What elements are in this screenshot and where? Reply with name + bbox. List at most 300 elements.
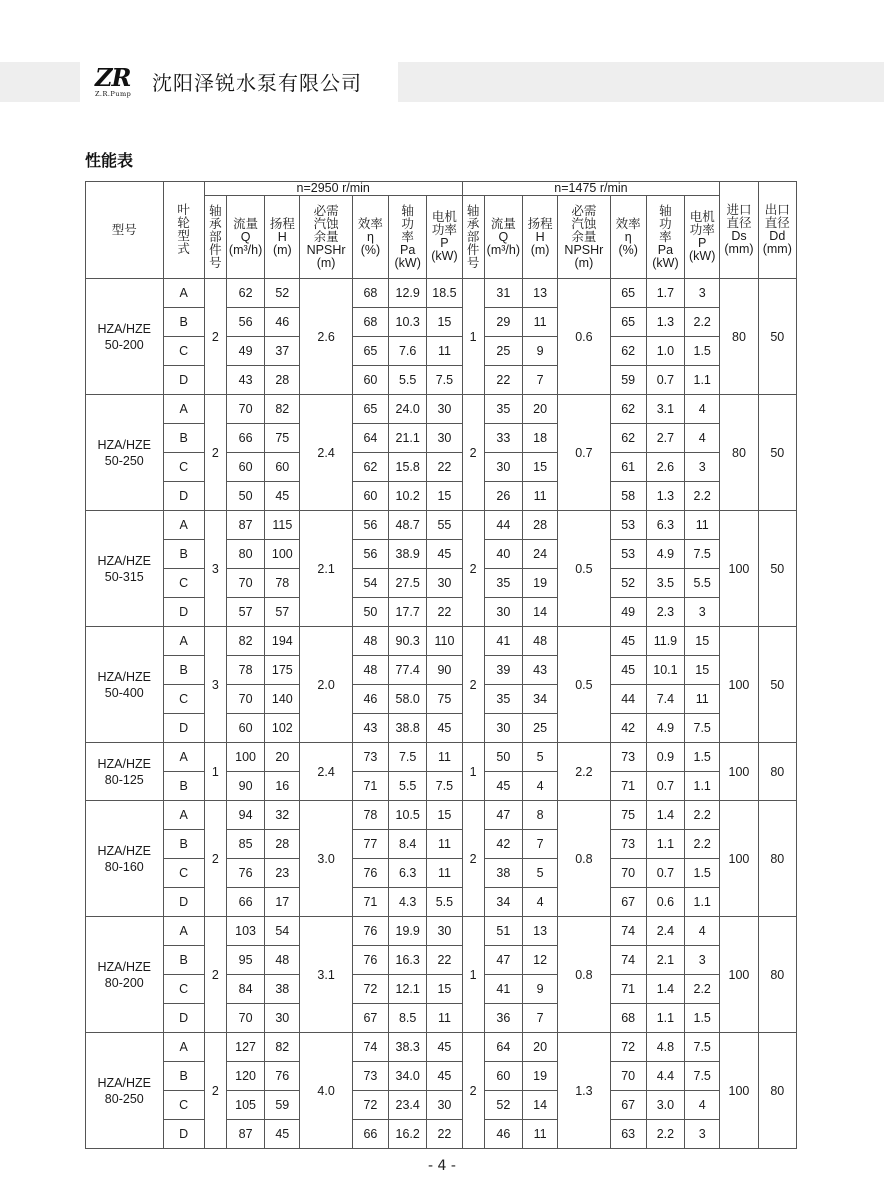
bearing-high-cell: 3 (204, 627, 226, 743)
head-low-cell: 43 (522, 656, 557, 685)
motor-power-high-cell: 45 (427, 714, 462, 743)
impeller-type-cell: A (163, 627, 204, 656)
impeller-type-cell: A (163, 743, 204, 772)
flow-high-cell: 85 (226, 830, 264, 859)
flow-low-cell: 22 (484, 366, 522, 395)
motor-power-high-cell: 45 (427, 1062, 462, 1091)
head-high-cell: 76 (265, 1062, 300, 1091)
model-cell: HZA/HZE 50-400 (86, 627, 164, 743)
model-cell: HZA/HZE 80-200 (86, 917, 164, 1033)
efficiency-low-cell: 71 (610, 975, 646, 1004)
table-row (86, 627, 797, 656)
header-npshr: 必需 汽蚀 余量 NPSHr (m) (300, 196, 352, 279)
efficiency-high-cell: 43 (352, 714, 388, 743)
npsh-low-cell: 0.5 (558, 511, 610, 627)
table-row (86, 685, 797, 714)
motor-power-high-cell: 30 (427, 395, 462, 424)
outlet-diameter-cell: 50 (758, 627, 796, 743)
efficiency-high-cell: 73 (352, 743, 388, 772)
motor-power-high-cell: 30 (427, 917, 462, 946)
head-high-cell: 59 (265, 1091, 300, 1120)
flow-low-cell: 34 (484, 888, 522, 917)
motor-power-high-cell: 11 (427, 830, 462, 859)
motor-power-low-cell: 15 (685, 656, 720, 685)
performance-table (85, 181, 797, 1149)
flow-high-cell: 100 (226, 743, 264, 772)
table-row (86, 975, 797, 1004)
motor-power-low-cell: 3 (685, 279, 720, 308)
efficiency-low-cell: 73 (610, 743, 646, 772)
outlet-diameter-cell: 50 (758, 395, 796, 511)
table-row (86, 1091, 797, 1120)
impeller-type-cell: C (163, 453, 204, 482)
motor-power-low-cell: 2.2 (685, 308, 720, 337)
motor-power-high-cell: 30 (427, 424, 462, 453)
head-high-cell: 194 (265, 627, 300, 656)
flow-high-cell: 60 (226, 714, 264, 743)
shaft-power-low-cell: 1.4 (646, 801, 684, 830)
head-high-cell: 48 (265, 946, 300, 975)
logo-mark: ZR (95, 63, 131, 92)
motor-power-low-cell: 4 (685, 1091, 720, 1120)
head-low-cell: 8 (522, 801, 557, 830)
efficiency-low-cell: 45 (610, 627, 646, 656)
head-high-cell: 54 (265, 917, 300, 946)
motor-power-high-cell: 22 (427, 453, 462, 482)
efficiency-low-cell: 62 (610, 424, 646, 453)
bearing-high-cell: 2 (204, 917, 226, 1033)
motor-power-high-cell: 7.5 (427, 772, 462, 801)
motor-power-low-cell: 2.2 (685, 830, 720, 859)
efficiency-low-cell: 62 (610, 337, 646, 366)
efficiency-low-cell: 62 (610, 395, 646, 424)
efficiency-low-cell: 49 (610, 598, 646, 627)
npsh-high-cell: 4.0 (300, 1033, 352, 1149)
table-row (86, 424, 797, 453)
motor-power-high-cell: 45 (427, 1033, 462, 1062)
motor-power-low-cell: 7.5 (685, 540, 720, 569)
shaft-power-low-cell: 2.7 (646, 424, 684, 453)
flow-low-cell: 47 (484, 801, 522, 830)
flow-high-cell: 95 (226, 946, 264, 975)
shaft-power-high-cell: 6.3 (389, 859, 427, 888)
shaft-power-low-cell: 1.1 (646, 1004, 684, 1033)
shaft-power-low-cell: 2.6 (646, 453, 684, 482)
shaft-power-low-cell: 0.9 (646, 743, 684, 772)
logo-subtitle: Z.R.Pump (95, 90, 132, 98)
impeller-type-cell: D (163, 366, 204, 395)
table-row (86, 772, 797, 801)
header-efficiency: 效率 η (%) (610, 196, 646, 279)
table-row (86, 598, 797, 627)
shaft-power-low-cell: 4.4 (646, 1062, 684, 1091)
efficiency-low-cell: 59 (610, 366, 646, 395)
impeller-type-cell: A (163, 1033, 204, 1062)
head-high-cell: 20 (265, 743, 300, 772)
motor-power-low-cell: 15 (685, 627, 720, 656)
head-low-cell: 20 (522, 1033, 557, 1062)
flow-low-cell: 60 (484, 1062, 522, 1091)
bearing-low-cell: 2 (462, 801, 484, 917)
efficiency-high-cell: 48 (352, 627, 388, 656)
efficiency-low-cell: 71 (610, 772, 646, 801)
motor-power-low-cell: 1.5 (685, 743, 720, 772)
inlet-diameter-cell: 100 (720, 917, 758, 1033)
efficiency-high-cell: 62 (352, 453, 388, 482)
efficiency-high-cell: 67 (352, 1004, 388, 1033)
efficiency-low-cell: 70 (610, 1062, 646, 1091)
head-low-cell: 5 (522, 859, 557, 888)
npsh-low-cell: 1.3 (558, 1033, 610, 1149)
shaft-power-high-cell: 23.4 (389, 1091, 427, 1120)
motor-power-high-cell: 22 (427, 598, 462, 627)
flow-high-cell: 70 (226, 569, 264, 598)
header-efficiency: 效率 η (%) (352, 196, 388, 279)
header-flow: 流量 Q (m³/h) (484, 196, 522, 279)
efficiency-high-cell: 68 (352, 308, 388, 337)
outlet-diameter-cell: 50 (758, 279, 796, 395)
head-low-cell: 13 (522, 917, 557, 946)
table-row (86, 946, 797, 975)
motor-power-low-cell: 3 (685, 1120, 720, 1149)
header-motor-power: 电机 功率 P (kW) (427, 196, 462, 279)
flow-high-cell: 84 (226, 975, 264, 1004)
flow-low-cell: 39 (484, 656, 522, 685)
efficiency-low-cell: 75 (610, 801, 646, 830)
impeller-type-cell: A (163, 279, 204, 308)
head-high-cell: 28 (265, 366, 300, 395)
head-high-cell: 17 (265, 888, 300, 917)
npsh-low-cell: 0.8 (558, 801, 610, 917)
shaft-power-high-cell: 38.9 (389, 540, 427, 569)
impeller-type-cell: C (163, 1091, 204, 1120)
performance-table-body (86, 279, 797, 1149)
motor-power-low-cell: 5.5 (685, 569, 720, 598)
impeller-type-cell: B (163, 772, 204, 801)
efficiency-low-cell: 65 (610, 308, 646, 337)
shaft-power-high-cell: 38.8 (389, 714, 427, 743)
efficiency-low-cell: 53 (610, 540, 646, 569)
table-row (86, 279, 797, 308)
efficiency-high-cell: 76 (352, 946, 388, 975)
head-high-cell: 52 (265, 279, 300, 308)
flow-low-cell: 35 (484, 569, 522, 598)
efficiency-low-cell: 74 (610, 917, 646, 946)
table-row (86, 801, 797, 830)
table-row (86, 1004, 797, 1033)
inlet-diameter-cell: 80 (720, 395, 758, 511)
flow-low-cell: 50 (484, 743, 522, 772)
motor-power-low-cell: 1.5 (685, 1004, 720, 1033)
efficiency-high-cell: 72 (352, 975, 388, 1004)
motor-power-high-cell: 15 (427, 308, 462, 337)
table-row (86, 453, 797, 482)
motor-power-high-cell: 45 (427, 540, 462, 569)
head-low-cell: 11 (522, 308, 557, 337)
header-bearing-no: 轴 承 部 件 号 (462, 196, 484, 279)
table-row (86, 714, 797, 743)
model-cell: HZA/HZE 50-250 (86, 395, 164, 511)
impeller-type-cell: B (163, 830, 204, 859)
impeller-type-cell: C (163, 859, 204, 888)
bearing-high-cell: 2 (204, 395, 226, 511)
header-speed-1475: n=1475 r/min (462, 182, 720, 196)
bearing-low-cell: 2 (462, 395, 484, 511)
shaft-power-low-cell: 3.5 (646, 569, 684, 598)
efficiency-low-cell: 73 (610, 830, 646, 859)
flow-low-cell: 30 (484, 598, 522, 627)
shaft-power-low-cell: 3.1 (646, 395, 684, 424)
head-low-cell: 14 (522, 598, 557, 627)
inlet-diameter-cell: 100 (720, 627, 758, 743)
flow-high-cell: 78 (226, 656, 264, 685)
efficiency-low-cell: 67 (610, 888, 646, 917)
motor-power-high-cell: 15 (427, 482, 462, 511)
flow-low-cell: 33 (484, 424, 522, 453)
flow-high-cell: 120 (226, 1062, 264, 1091)
impeller-type-cell: C (163, 685, 204, 714)
table-row (86, 888, 797, 917)
head-high-cell: 57 (265, 598, 300, 627)
flow-high-cell: 82 (226, 627, 264, 656)
flow-high-cell: 90 (226, 772, 264, 801)
outlet-diameter-cell: 80 (758, 801, 796, 917)
head-low-cell: 28 (522, 511, 557, 540)
flow-high-cell: 80 (226, 540, 264, 569)
header-shaft-power: 轴 功 率 Pa (kW) (389, 196, 427, 279)
page-number: - 4 - (428, 1158, 456, 1174)
table-row (86, 337, 797, 366)
shaft-power-high-cell: 7.6 (389, 337, 427, 366)
motor-power-high-cell: 11 (427, 337, 462, 366)
bearing-high-cell: 2 (204, 279, 226, 395)
header-bearing-no: 轴 承 部 件 号 (204, 196, 226, 279)
motor-power-high-cell: 30 (427, 569, 462, 598)
bearing-high-cell: 1 (204, 743, 226, 801)
shaft-power-low-cell: 2.2 (646, 1120, 684, 1149)
motor-power-high-cell: 110 (427, 627, 462, 656)
impeller-type-cell: D (163, 482, 204, 511)
table-row (86, 656, 797, 685)
efficiency-high-cell: 66 (352, 1120, 388, 1149)
header-inlet-diameter: 进口 直径 Ds (mm) (720, 182, 758, 279)
motor-power-high-cell: 11 (427, 743, 462, 772)
npsh-low-cell: 0.8 (558, 917, 610, 1033)
npsh-high-cell: 2.1 (300, 511, 352, 627)
company-name: 沈阳泽锐水泵有限公司 (152, 71, 362, 95)
head-low-cell: 5 (522, 743, 557, 772)
impeller-type-cell: D (163, 714, 204, 743)
head-high-cell: 45 (265, 1120, 300, 1149)
efficiency-high-cell: 56 (352, 540, 388, 569)
motor-power-high-cell: 15 (427, 975, 462, 1004)
motor-power-low-cell: 1.5 (685, 337, 720, 366)
efficiency-high-cell: 71 (352, 888, 388, 917)
impeller-type-cell: B (163, 656, 204, 685)
flow-low-cell: 31 (484, 279, 522, 308)
motor-power-high-cell: 15 (427, 801, 462, 830)
flow-low-cell: 36 (484, 1004, 522, 1033)
head-low-cell: 7 (522, 830, 557, 859)
motor-power-low-cell: 7.5 (685, 714, 720, 743)
shaft-power-low-cell: 4.9 (646, 714, 684, 743)
shaft-power-high-cell: 15.8 (389, 453, 427, 482)
shaft-power-low-cell: 2.1 (646, 946, 684, 975)
npsh-high-cell: 3.1 (300, 917, 352, 1033)
shaft-power-high-cell: 5.5 (389, 366, 427, 395)
shaft-power-high-cell: 12.9 (389, 279, 427, 308)
shaft-power-low-cell: 0.7 (646, 859, 684, 888)
head-high-cell: 38 (265, 975, 300, 1004)
outlet-diameter-cell: 80 (758, 1033, 796, 1149)
motor-power-high-cell: 90 (427, 656, 462, 685)
motor-power-low-cell: 1.1 (685, 772, 720, 801)
head-low-cell: 12 (522, 946, 557, 975)
head-low-cell: 4 (522, 888, 557, 917)
shaft-power-low-cell: 10.1 (646, 656, 684, 685)
npsh-low-cell: 2.2 (558, 743, 610, 801)
motor-power-high-cell: 5.5 (427, 888, 462, 917)
flow-high-cell: 76 (226, 859, 264, 888)
head-low-cell: 14 (522, 1091, 557, 1120)
npsh-high-cell: 2.0 (300, 627, 352, 743)
impeller-type-cell: D (163, 1004, 204, 1033)
head-high-cell: 102 (265, 714, 300, 743)
shaft-power-high-cell: 24.0 (389, 395, 427, 424)
efficiency-low-cell: 67 (610, 1091, 646, 1120)
bearing-low-cell: 1 (462, 743, 484, 801)
efficiency-high-cell: 46 (352, 685, 388, 714)
table-row (86, 540, 797, 569)
bearing-low-cell: 1 (462, 279, 484, 395)
efficiency-high-cell: 72 (352, 1091, 388, 1120)
flow-low-cell: 41 (484, 627, 522, 656)
header-model: 型号 (86, 182, 164, 279)
efficiency-low-cell: 52 (610, 569, 646, 598)
flow-high-cell: 70 (226, 395, 264, 424)
head-high-cell: 28 (265, 830, 300, 859)
bearing-low-cell: 2 (462, 511, 484, 627)
efficiency-high-cell: 50 (352, 598, 388, 627)
impeller-type-cell: A (163, 801, 204, 830)
shaft-power-high-cell: 8.5 (389, 1004, 427, 1033)
shaft-power-high-cell: 10.3 (389, 308, 427, 337)
efficiency-low-cell: 45 (610, 656, 646, 685)
table-row (86, 569, 797, 598)
header-impeller-type: 叶 轮 型 式 (163, 182, 204, 279)
motor-power-low-cell: 3 (685, 453, 720, 482)
head-low-cell: 9 (522, 975, 557, 1004)
head-low-cell: 19 (522, 1062, 557, 1091)
efficiency-high-cell: 78 (352, 801, 388, 830)
efficiency-high-cell: 76 (352, 859, 388, 888)
head-low-cell: 19 (522, 569, 557, 598)
flow-low-cell: 30 (484, 714, 522, 743)
head-high-cell: 175 (265, 656, 300, 685)
flow-high-cell: 105 (226, 1091, 264, 1120)
efficiency-high-cell: 68 (352, 279, 388, 308)
efficiency-low-cell: 63 (610, 1120, 646, 1149)
motor-power-low-cell: 3 (685, 946, 720, 975)
efficiency-low-cell: 53 (610, 511, 646, 540)
bearing-low-cell: 2 (462, 627, 484, 743)
impeller-type-cell: D (163, 888, 204, 917)
shaft-power-high-cell: 34.0 (389, 1062, 427, 1091)
motor-power-high-cell: 22 (427, 1120, 462, 1149)
motor-power-high-cell: 30 (427, 1091, 462, 1120)
npsh-low-cell: 0.5 (558, 627, 610, 743)
model-cell: HZA/HZE 50-315 (86, 511, 164, 627)
impeller-type-cell: D (163, 1120, 204, 1149)
flow-low-cell: 42 (484, 830, 522, 859)
efficiency-low-cell: 42 (610, 714, 646, 743)
motor-power-low-cell: 2.2 (685, 801, 720, 830)
efficiency-high-cell: 71 (352, 772, 388, 801)
head-high-cell: 37 (265, 337, 300, 366)
flow-high-cell: 57 (226, 598, 264, 627)
header-motor-power: 电机 功率 P (kW) (685, 196, 720, 279)
flow-high-cell: 87 (226, 1120, 264, 1149)
motor-power-low-cell: 4 (685, 395, 720, 424)
shaft-power-high-cell: 16.3 (389, 946, 427, 975)
shaft-power-high-cell: 90.3 (389, 627, 427, 656)
head-high-cell: 30 (265, 1004, 300, 1033)
bearing-high-cell: 2 (204, 1033, 226, 1149)
efficiency-high-cell: 74 (352, 1033, 388, 1062)
head-low-cell: 34 (522, 685, 557, 714)
impeller-type-cell: B (163, 1062, 204, 1091)
head-low-cell: 25 (522, 714, 557, 743)
head-low-cell: 11 (522, 1120, 557, 1149)
flow-high-cell: 66 (226, 888, 264, 917)
impeller-type-cell: A (163, 917, 204, 946)
header-speed-2950: n=2950 r/min (204, 182, 462, 196)
flow-high-cell: 60 (226, 453, 264, 482)
flow-high-cell: 49 (226, 337, 264, 366)
flow-low-cell: 35 (484, 395, 522, 424)
head-high-cell: 23 (265, 859, 300, 888)
model-cell: HZA/HZE 80-250 (86, 1033, 164, 1149)
shaft-power-high-cell: 16.2 (389, 1120, 427, 1149)
head-low-cell: 4 (522, 772, 557, 801)
shaft-power-high-cell: 21.1 (389, 424, 427, 453)
head-high-cell: 78 (265, 569, 300, 598)
model-cell: HZA/HZE 50-200 (86, 279, 164, 395)
impeller-type-cell: C (163, 569, 204, 598)
flow-low-cell: 51 (484, 917, 522, 946)
motor-power-low-cell: 11 (685, 685, 720, 714)
impeller-type-cell: C (163, 975, 204, 1004)
head-high-cell: 46 (265, 308, 300, 337)
flow-high-cell: 56 (226, 308, 264, 337)
shaft-power-high-cell: 4.3 (389, 888, 427, 917)
npsh-high-cell: 2.6 (300, 279, 352, 395)
efficiency-high-cell: 64 (352, 424, 388, 453)
efficiency-low-cell: 58 (610, 482, 646, 511)
shaft-power-high-cell: 27.5 (389, 569, 427, 598)
flow-high-cell: 50 (226, 482, 264, 511)
npsh-high-cell: 2.4 (300, 395, 352, 511)
efficiency-high-cell: 56 (352, 511, 388, 540)
flow-low-cell: 41 (484, 975, 522, 1004)
inlet-diameter-cell: 100 (720, 743, 758, 801)
efficiency-low-cell: 65 (610, 279, 646, 308)
head-high-cell: 82 (265, 395, 300, 424)
shaft-power-low-cell: 1.3 (646, 482, 684, 511)
shaft-power-high-cell: 10.2 (389, 482, 427, 511)
efficiency-high-cell: 77 (352, 830, 388, 859)
efficiency-high-cell: 73 (352, 1062, 388, 1091)
